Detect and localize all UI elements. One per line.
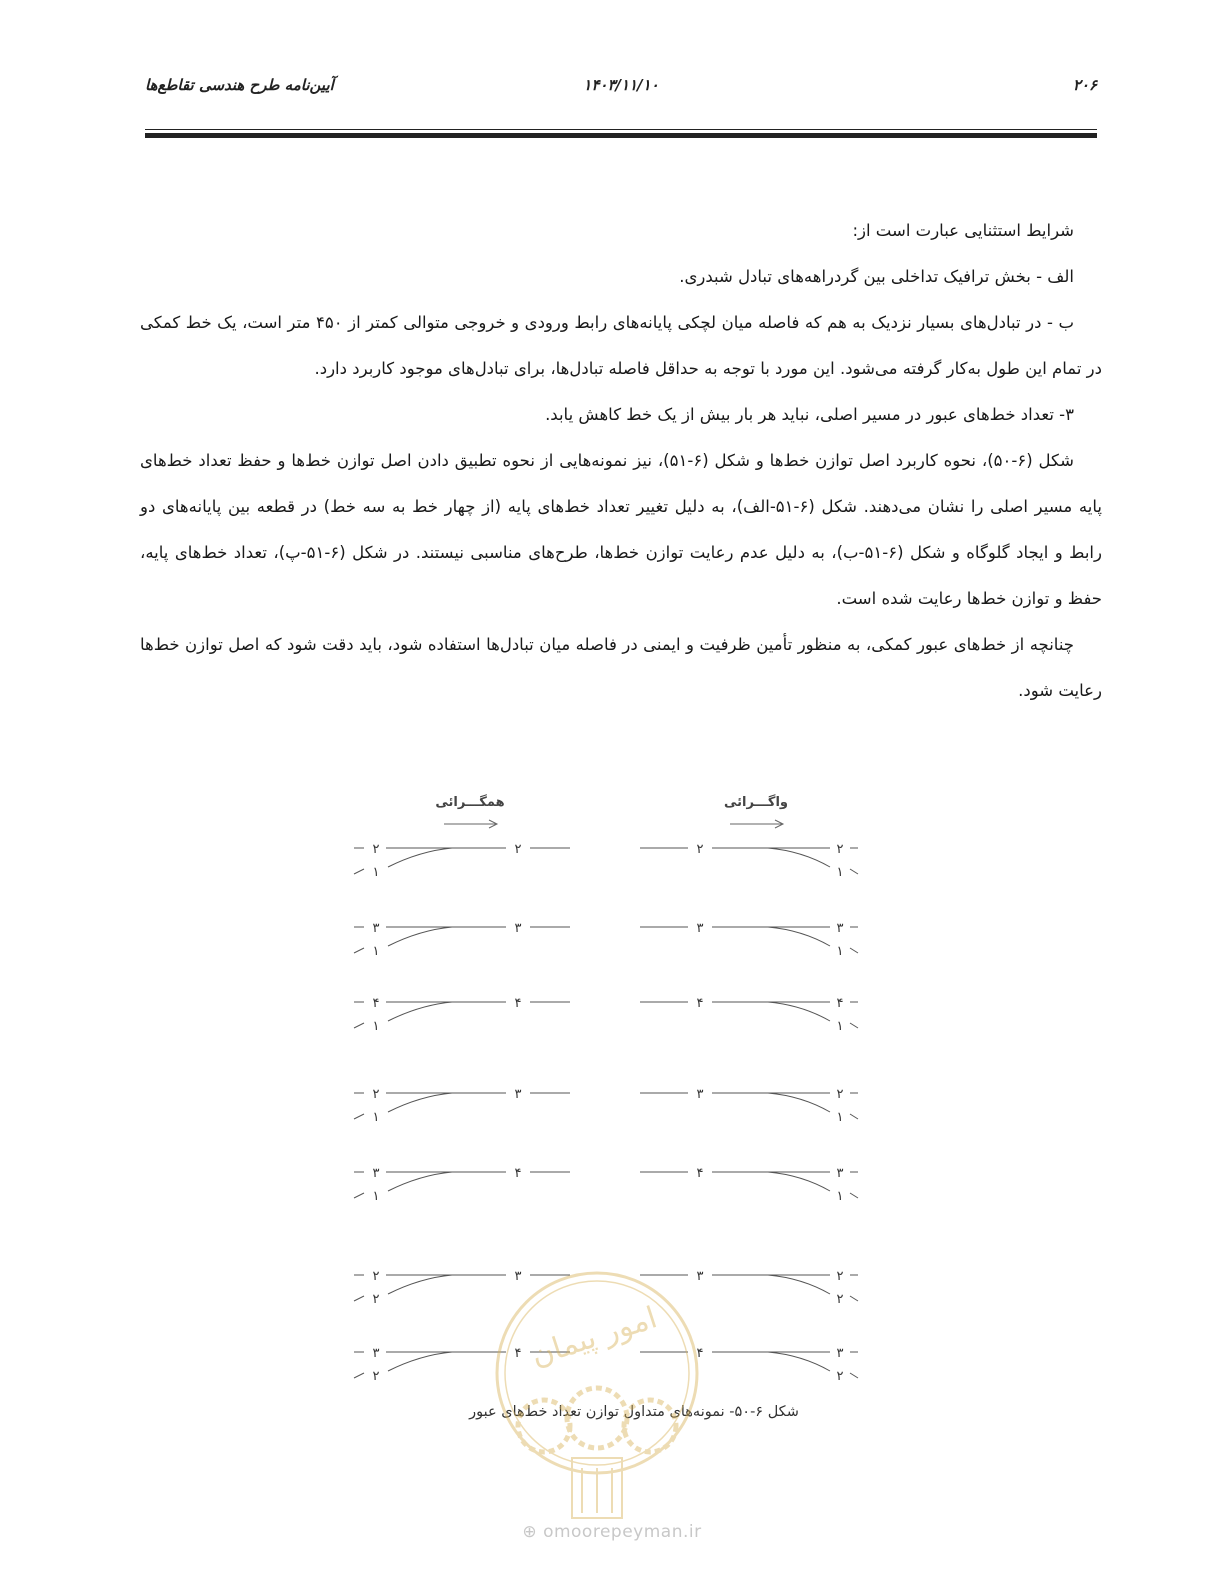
- divergence-main-out-label: ۲: [836, 1269, 844, 1284]
- divergence-ramp-label: ۲: [836, 1369, 844, 1384]
- convergence-ramp-label: ۲: [372, 1292, 380, 1307]
- paragraph: الف - بخش ترافیک تداخلی بین گردراهه‌های تبادل شبدری.: [679, 267, 1074, 286]
- divergence-main-out-label: ۳: [836, 1346, 844, 1361]
- divergence-main-in-label: ۴: [696, 1346, 704, 1361]
- globe-icon: ⊕: [522, 1522, 538, 1542]
- divergence-main-out-label: ۴: [836, 996, 844, 1011]
- paragraph: چنانچه از خط‌های عبور کمکی، به منظور تأمین ظرفیت و ایمنی در فاصله میان تبادل‌ها استفاده شود، باید دقت شود که اصل توازن خط‌ها رعایت شود.: [140, 635, 1102, 700]
- header-date: ۱۴۰۳/۱۱/۱۰: [583, 76, 659, 94]
- watermark-seal-icon: [482, 1258, 712, 1528]
- convergence-ramp-curve: [388, 1172, 452, 1191]
- convergence-ramp-curve: [388, 1275, 452, 1294]
- convergence-ramp-label: ۱: [372, 865, 380, 880]
- divergence-ramp-tick: [850, 869, 858, 874]
- divergence-main-in-label: ۳: [696, 1269, 704, 1284]
- convergence-ramp-tick: [354, 869, 364, 874]
- convergence-main-in-label: ۴: [372, 996, 380, 1011]
- convergence-ramp-tick: [354, 1023, 364, 1028]
- divergence-ramp-label: ۱: [836, 1019, 844, 1034]
- divergence-ramp-tick: [850, 1373, 858, 1378]
- header-divider-thin: [145, 129, 1097, 130]
- divergence-ramp-tick: [850, 1193, 858, 1198]
- convergence-main-out-label: ۴: [514, 996, 522, 1011]
- convergence-heading: همگـــرائی: [435, 795, 505, 810]
- divergence-ramp-curve: [768, 1172, 830, 1191]
- divergence-main-out-label: ۳: [836, 1166, 844, 1181]
- convergence-ramp-tick: [354, 1193, 364, 1198]
- divergence-ramp-curve: [768, 1002, 830, 1021]
- convergence-ramp-tick: [354, 1114, 364, 1119]
- convergence-main-in-label: ۲: [372, 842, 380, 857]
- divergence-main-out-label: ۲: [836, 1087, 844, 1102]
- paragraph: شرایط استثنایی عبارت است از:: [852, 221, 1074, 240]
- convergence-main-out-label: ۳: [514, 921, 522, 936]
- convergence-ramp-tick: [354, 1296, 364, 1301]
- site-url: [0, 1522, 1224, 1542]
- paragraph: ب - در تبادل‌های بسیار نزدیک به هم که فاصله میان لچکی پایانه‌های رابط ورودی و خروجی متوالی کمتر از ۴۵۰ متر است، یک خط کمکی در تمام این طول به‌کار گرفته می‌شود. این مورد با توجه به حداقل فاصله تبادل‌ها، برای تبادل‌های موجود کاربرد دارد.: [140, 313, 1102, 378]
- divergence-ramp-curve: [768, 1275, 830, 1294]
- divergence-main-out-label: ۳: [836, 921, 844, 936]
- convergence-ramp-curve: [388, 1002, 452, 1021]
- convergence-ramp-curve: [388, 1093, 452, 1112]
- convergence-ramp-tick: [354, 1373, 364, 1378]
- divergence-ramp-tick: [850, 1296, 858, 1301]
- document-title: آیین‌نامه طرح هندسی تقاطع‌ها: [145, 76, 334, 94]
- divergence-ramp-label: ۱: [836, 944, 844, 959]
- divergence-ramp-label: ۱: [836, 1110, 844, 1125]
- convergence-ramp-curve: [388, 1352, 452, 1371]
- paragraph: شکل (۶-۵۰)، نحوه کاربرد اصل توازن خط‌ها و شکل (۶-۵۱)، نیز نمونه‌هایی از نحوه تطبیق دادن اصل توازن خط‌ها و حفظ تعداد خط‌های پایه مسیر اصلی را نشان می‌دهند. شکل (۶-۵۱-الف)، به دلیل تغییر تعداد خط‌های پایه (از چهار خط به سه خط) در قطعه بین پایانه‌های دو رابط و ایجاد گلوگاه و شکل (۶-۵۱-ب)، به دلیل عدم رعایت توازن خط‌ها، طرح‌های مناسبی نیستند. در شکل (۶-۵۱-پ)، تعداد خط‌های پایه، حفظ و توازن خط‌ها رعایت شده است.: [140, 451, 1102, 608]
- convergence-main-out-label: ۴: [514, 1166, 522, 1181]
- divergence-main-out-label: ۲: [836, 842, 844, 857]
- convergence-ramp-label: ۲: [372, 1369, 380, 1384]
- divergence-ramp-curve: [768, 1352, 830, 1371]
- convergence-ramp-curve: [388, 848, 452, 867]
- convergence-main-in-label: ۳: [372, 1166, 380, 1181]
- divergence-ramp-curve: [768, 848, 830, 867]
- divergence-ramp-tick: [850, 1114, 858, 1119]
- convergence-ramp-curve: [388, 927, 452, 946]
- page-number: ۲۰۶: [1072, 76, 1097, 94]
- convergence-main-in-label: ۳: [372, 921, 380, 936]
- body-text: [140, 208, 1102, 714]
- convergence-ramp-label: ۱: [372, 1019, 380, 1034]
- divergence-ramp-tick: [850, 1023, 858, 1028]
- header-divider-thick: [145, 133, 1097, 138]
- convergence-main-out-label: ۲: [514, 842, 522, 857]
- divergence-heading: واگـــرائی: [723, 795, 789, 810]
- convergence-ramp-label: ۱: [372, 1189, 380, 1204]
- divergence-ramp-label: ۲: [836, 1292, 844, 1307]
- convergence-main-out-label: ۳: [514, 1269, 522, 1284]
- svg-text:امور پیمان: امور پیمان: [526, 1300, 662, 1374]
- site-url-text: omoorepeyman.ir: [543, 1522, 702, 1542]
- convergence-main-in-label: ۲: [372, 1269, 380, 1284]
- divergence-ramp-curve: [768, 1093, 830, 1112]
- convergence-main-out-label: ۴: [514, 1346, 522, 1361]
- figure-caption-text: شکل ۶-۵۰- نمونه‌های متداول توازن تعداد خط‌های عبور: [469, 1404, 799, 1420]
- divergence-ramp-curve: [768, 927, 830, 946]
- convergence-ramp-label: ۱: [372, 1110, 380, 1125]
- convergence-main-in-label: ۳: [372, 1346, 380, 1361]
- watermark-logo: [482, 1258, 712, 1528]
- divergence-ramp-label: ۱: [836, 865, 844, 880]
- divergence-main-in-label: ۲: [696, 842, 704, 857]
- convergence-main-out-label: ۳: [514, 1087, 522, 1102]
- convergence-main-in-label: ۲: [372, 1087, 380, 1102]
- page-header: [145, 72, 1097, 102]
- paragraph: ۳- تعداد خط‌های عبور در مسیر اصلی، نباید هر بار بیش از یک خط کاهش یابد.: [545, 405, 1074, 424]
- convergence-ramp-label: ۱: [372, 944, 380, 959]
- divergence-main-in-label: ۳: [696, 921, 704, 936]
- divergence-main-in-label: ۳: [696, 1087, 704, 1102]
- divergence-main-in-label: ۴: [696, 996, 704, 1011]
- convergence-ramp-tick: [354, 948, 364, 953]
- divergence-main-in-label: ۴: [696, 1166, 704, 1181]
- divergence-ramp-tick: [850, 948, 858, 953]
- divergence-ramp-label: ۱: [836, 1189, 844, 1204]
